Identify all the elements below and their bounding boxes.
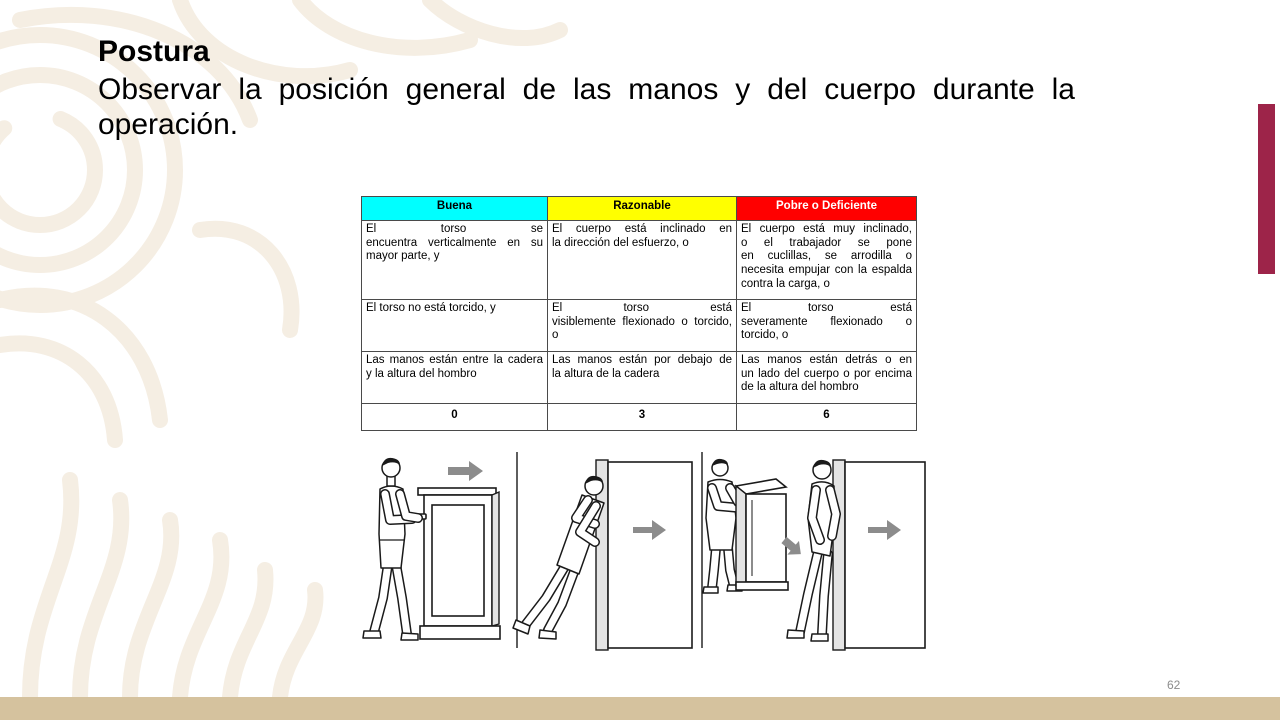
slide-body-text: Observar la posición general de las manos y del cuerpo durante la operación. [98, 73, 1075, 141]
cell-text-line: la dirección del esfuerzo, o [552, 236, 689, 249]
score-razonable: 3 [548, 404, 737, 431]
footer-band [0, 697, 1280, 720]
header-razonable: Razonable [548, 197, 737, 221]
cell-deficiente-hands [737, 352, 917, 404]
posture-illustrations [350, 448, 930, 654]
cabinet [410, 488, 500, 639]
cell-text-line: en cuclillas, se arrodilla o [741, 250, 912, 263]
cabinet [833, 460, 925, 650]
cell-text-line: El cuerpo está muy inclinado, [741, 223, 912, 235]
cell-razonable-body [548, 221, 737, 300]
cell-text-line: encuentra verticalmente en su [366, 236, 543, 249]
accent-bar [1258, 104, 1275, 274]
cell-text-line: de la altura del hombro [741, 381, 859, 394]
cell-text-line: contra la carga, o [741, 277, 830, 290]
cell-text-line: Las manos están entre la cadera [366, 354, 543, 366]
cell-buena-hands [362, 352, 548, 404]
score-deficiente: 6 [737, 404, 917, 431]
posture-table [361, 196, 917, 431]
cell-razonable-hands [548, 352, 737, 404]
cell-text-line: visiblemente flexionado o torcido, [552, 315, 732, 328]
cell-text-line: El torso no está torcido, y [366, 302, 496, 314]
cell-text-line: torcido, o [741, 329, 789, 342]
score-buena: 0 [362, 404, 548, 431]
cell-text-line: severamente flexionado o [741, 315, 912, 328]
cell-buena-body [362, 221, 548, 300]
header-pobre-deficiente: Pobre o Deficiente [737, 197, 917, 221]
cell-buena-torso [362, 300, 548, 352]
worker-upright-figure [363, 458, 418, 640]
header-buena: Buena [362, 197, 548, 221]
cabinet [596, 460, 692, 650]
cell-text-line: o [552, 329, 559, 342]
cell-text-line: El torso está [741, 302, 912, 314]
cell-text-line: Las manos están por debajo de [552, 354, 732, 366]
cell-deficiente-body [737, 221, 917, 300]
cell-text-line: El torso está [552, 302, 732, 314]
cell-text-line: El torso se [366, 223, 543, 235]
cell-razonable-torso [548, 300, 737, 352]
cell-text-line: mayor parte, y [366, 250, 440, 263]
cell-text-line: y la altura del hombro [366, 367, 477, 380]
page-number: 62 [1167, 678, 1181, 692]
cell-text-line: necesita empujar con la espalda [741, 264, 912, 277]
cabinet [736, 479, 788, 590]
cell-text-line: Las manos están detrás o en [741, 354, 912, 366]
cell-deficiente-torso [737, 300, 917, 352]
cell-text-line: la altura de la cadera [552, 367, 660, 380]
push-arrow-icon [448, 461, 483, 481]
worker-leaning-figure [513, 476, 604, 639]
slide-title: Postura [98, 35, 210, 68]
cell-text-line: El cuerpo está inclinado en [552, 223, 732, 235]
cell-text-line: un lado del cuerpo o por encima [741, 367, 912, 380]
cell-text-line: o el trabajador se pone [741, 236, 912, 249]
